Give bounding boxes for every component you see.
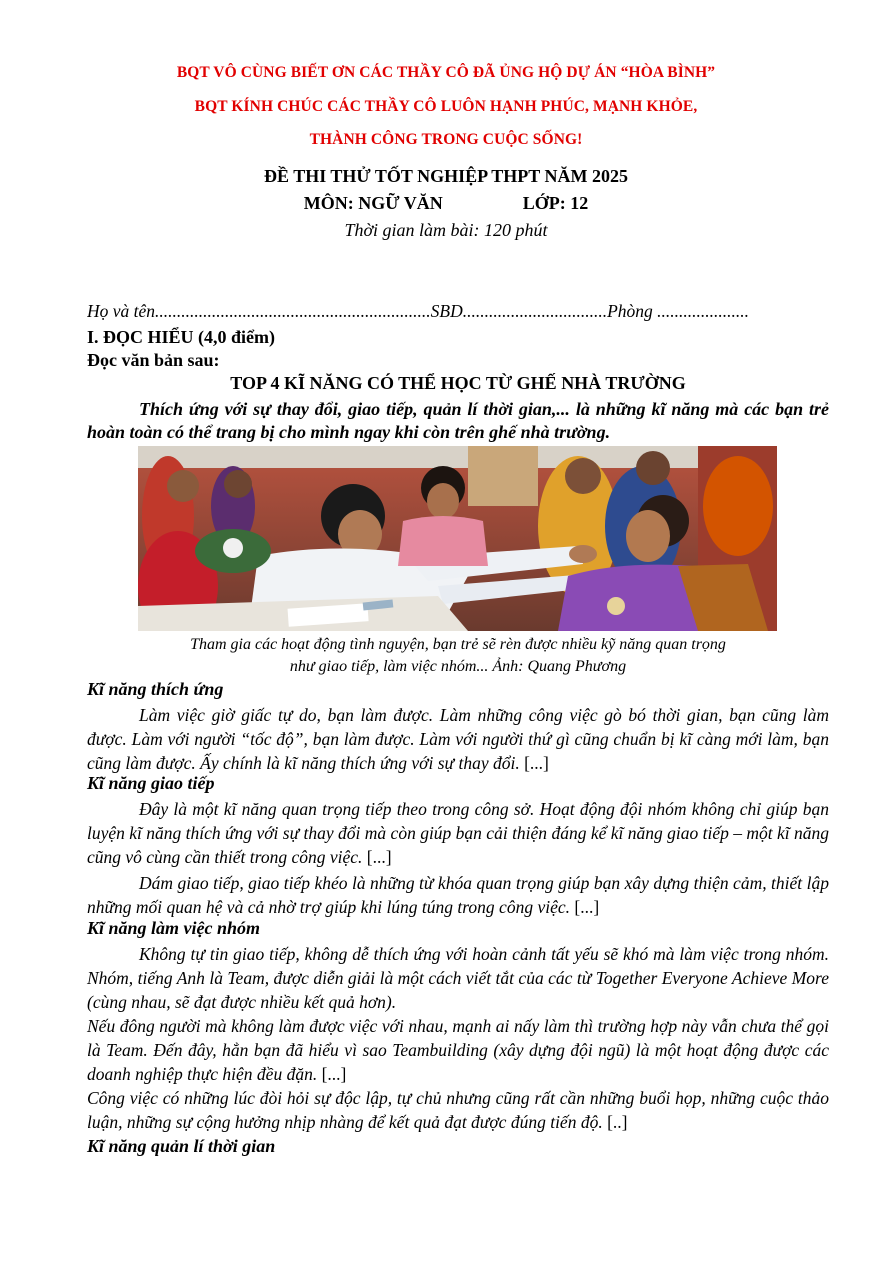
- article-lead: Thích ứng với sự thay đổi, giao tiếp, quản lí thời gian,... là những kĩ năng mà các bạn trẻ hoàn toàn có thể trang bị cho mình ngay khi còn trên ghế nhà trường.: [87, 399, 829, 442]
- omission-mark: [...]: [366, 847, 392, 867]
- thanks-banner-line-1: BQT VÔ CÙNG BIẾT ƠN CÁC THẦY CÔ ĐÃ ỦNG HỘ DỰ ÁN “HÒA BÌNH”: [176, 64, 716, 81]
- paragraph-teamwork-1: Không tự tin giao tiếp, không dễ thích ứng với hoàn cảnh tất yếu sẽ khó mà làm việc trong nhóm. Nhóm, tiếng Anh là Team, được diễn giải là một cách viết tắt của các từ Together Everyone Achieve More (cùng nhau, sẽ đạt được nhiều kết quả hơn).: [87, 944, 829, 1012]
- paragraph-communication-1: Đây là một kĩ năng quan trọng tiếp theo trong công sở. Hoạt động đội nhóm không chỉ giúp bạn luyện kĩ năng thích ứng với sự thay đổi mà còn giúp bạn cải thiện đáng kể kĩ năng giao tiếp – một kĩ năng cũng vô cùng cần thiết trong công việc. [...]: [87, 799, 829, 867]
- heading-adaptability: Kĩ năng thích ứng: [87, 679, 224, 699]
- candidate-info-line: Họ và tên...............................................................SBD.................................Phòng .....................: [87, 301, 750, 321]
- heading-time-management: Kĩ năng quản lí thời gian: [87, 1136, 276, 1156]
- exam-duration: Thời gian làm bài: 120 phút: [344, 220, 548, 240]
- photo-caption-line-2: như giao tiếp, làm việc nhóm... Ảnh: Quang Phương: [289, 658, 627, 675]
- paragraph-communication-2: Dám giao tiếp, giao tiếp khéo là những từ khóa quan trọng giúp bạn xây dựng thiện cảm, thiết lập những mối quan hệ và cả nhờ trợ giúp khi lúng túng trong công việc. [...]: [87, 873, 829, 917]
- heading-teamwork: Kĩ năng làm việc nhóm: [87, 918, 261, 938]
- omission-mark: [...]: [574, 897, 600, 917]
- omission-mark: [...]: [321, 1064, 347, 1084]
- subject-line: [0, 193, 892, 214]
- thanks-banner-line-2: BQT KÍNH CHÚC CÁC THẦY CÔ LUÔN HẠNH PHÚC, MẠNH KHỎE,: [194, 98, 698, 115]
- paragraph-teamwork-2: Nếu đông người mà không làm được việc với nhau, mạnh ai nấy làm thì trường hợp này vẫn chưa thể gọi là Team. Đến đây, hẳn bạn đã hiểu vì sao Teambuilding (xây dựng đội ngũ) là một hoạt động được các doanh nghiệp thực hiện đều đặn. [...]: [87, 1016, 829, 1084]
- section-title: I. ĐỌC HIỂU (4,0 điểm): [87, 327, 275, 347]
- heading-communication: Kĩ năng giao tiếp: [87, 773, 215, 793]
- thanks-banner-line-3: THÀNH CÔNG TRONG CUỘC SỐNG!: [309, 131, 583, 148]
- photo-caption: [87, 634, 829, 678]
- paragraph-adaptability: Làm việc giờ giấc tự do, bạn làm được. Làm những công việc gò bó thời gian, bạn cũng làm được. Làm với người “tốc độ”, bạn làm được. Làm với người thứ gì cũng chuẩn bị kĩ càng mới làm, bạn cũng làm được. Ấy chính là kĩ năng thích ứng với sự thay đổi. [...]: [87, 705, 829, 773]
- omission-mark: [..]: [607, 1112, 628, 1132]
- paragraph-teamwork-3: Công việc có những lúc đòi hỏi sự độc lập, tự chủ nhưng cũng rất cần những buổi họp, những cuộc thảo luận, những sự cộng hưởng nhịp nhàng để kết quả đạt được đúng tiến độ. [..]: [87, 1088, 829, 1132]
- photo-caption-line-1: Tham gia các hoạt động tình nguyện, bạn trẻ sẽ rèn được nhiều kỹ năng quan trọng: [190, 636, 726, 653]
- exam-title: ĐỀ THI THỬ TỐT NGHIỆP THPT NĂM 2025: [264, 166, 628, 186]
- grade-label: LỚP: 12: [522, 193, 589, 213]
- reading-instruction: Đọc văn bản sau:: [87, 350, 220, 370]
- omission-mark: [...]: [524, 753, 549, 773]
- subject-label: MÔN: NGỮ VĂN: [303, 193, 443, 213]
- article-title: TOP 4 KĨ NĂNG CÓ THỂ HỌC TỪ GHẾ NHÀ TRƯỜNG: [230, 373, 686, 393]
- volunteer-activity-photo: [138, 446, 777, 631]
